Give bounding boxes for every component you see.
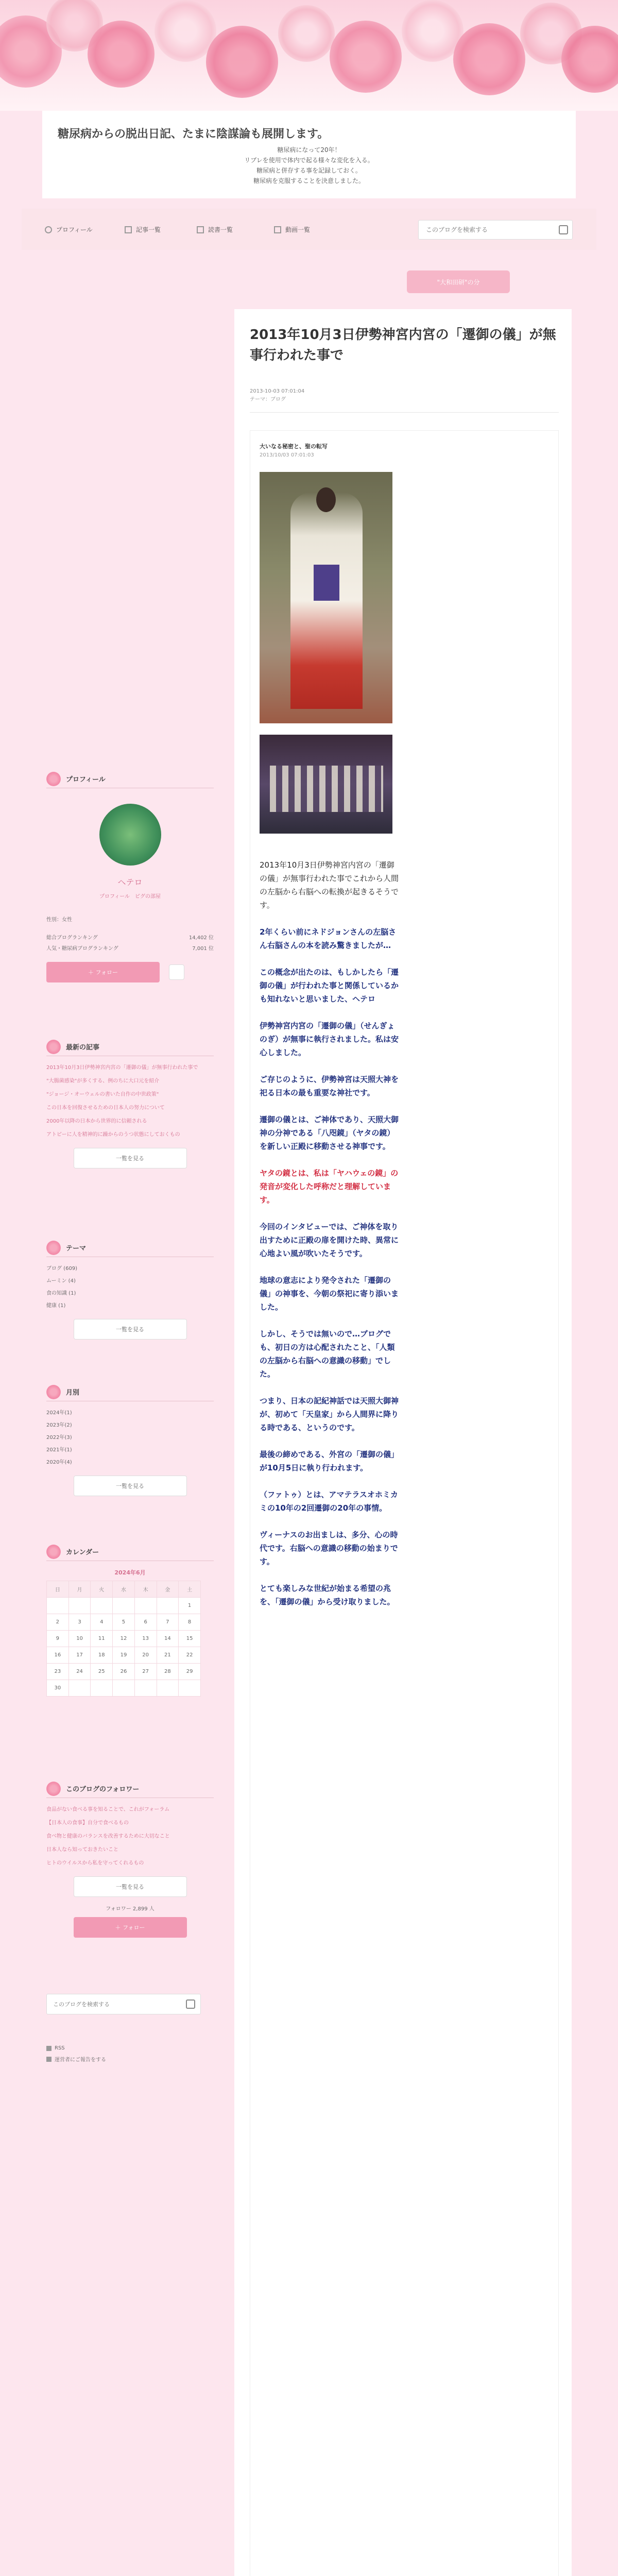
ranking-row (46, 944, 214, 952)
theme-link[interactable]: 食の知識 (1) (46, 1291, 76, 1296)
flower-icon (46, 1545, 61, 1559)
calendar-week (47, 1614, 201, 1631)
calendar-day: 18 (91, 1647, 113, 1664)
calendar-day: 3 (68, 1614, 91, 1631)
quote-date: 2013/10/03 07:01:03 (260, 452, 314, 458)
quote-subtitle[interactable]: 大いなる秘密と、聖の転写 (260, 443, 328, 450)
follower-blog-link[interactable]: ヒトのウイルスから私を守ってくれるもの (46, 1860, 144, 1866)
calendar-week (47, 1647, 201, 1664)
calendar-day-head: 土 (179, 1581, 201, 1598)
calendar-day (113, 1680, 135, 1697)
nav-books[interactable] (197, 225, 233, 234)
calendar-day: 8 (179, 1614, 201, 1631)
floral-header-banner (0, 0, 618, 111)
calendar-day: 4 (91, 1614, 113, 1631)
calendar-day: 22 (179, 1647, 201, 1664)
recent-widget-title (46, 1041, 214, 1056)
global-nav (22, 209, 596, 250)
archive-link[interactable]: 2021年(1) (46, 1447, 72, 1453)
calendar-grid (46, 1581, 201, 1697)
recent-post-link[interactable]: アトピーに人を精神的に躁からのうつ状態にしておくもの (46, 1132, 180, 1138)
archive-widget-title (46, 1386, 214, 1401)
archive-widget-title-label: 月別 (66, 1389, 80, 1397)
calendar-day: 6 (134, 1614, 157, 1631)
nav-books-label: 読書一覧 (208, 226, 233, 233)
blog-description (42, 145, 576, 186)
blog-header (42, 111, 576, 198)
recent-post-link[interactable]: 2013年10月3日伊勢神宮内宮の「遷御の儀」が無事行われた事で (46, 1065, 198, 1071)
calendar-month: 2024年6月 (114, 1569, 146, 1576)
calendar-day (91, 1680, 113, 1697)
post-theme[interactable]: テーマ：ブログ (250, 397, 286, 402)
post-paragraph: （ファトゥ）とは、アマテラスオホミカミの10年の2回遷御の20年の事情。 (260, 1490, 398, 1513)
nav-profile[interactable] (45, 225, 93, 234)
profile-widget-title-label: プロフィール (66, 776, 106, 784)
calendar-day-head: 金 (157, 1581, 179, 1598)
profile-links[interactable]: プロフィール ピグの部屋 (99, 894, 161, 900)
rank-label[interactable]: 人気・糖尿病ブログランキング (46, 946, 118, 952)
nav-profile-label: プロフィール (56, 226, 93, 233)
calendar-day: 12 (113, 1631, 135, 1647)
recent-more-button[interactable]: 一覧を見る (74, 1148, 187, 1168)
theme-widget (46, 1242, 214, 1340)
sidebar-search-input[interactable] (47, 1994, 176, 2014)
post-paragraph: 2年くらい前にネドジョンさんの左脳さん右脳さんの本を読み驚きましたが… (260, 927, 397, 950)
calendar-day: 20 (134, 1647, 157, 1664)
calendar-week (47, 1598, 201, 1614)
post-paragraph: この概念が出たのは、もしかしたら「遷御の儀」が行われた事と関係しているかも知れないと思いました、ヘテロ (260, 968, 399, 1004)
calendar-day: 5 (113, 1614, 135, 1631)
sidebar-search (46, 1994, 214, 2063)
post-paragraph: つまり、日本の記紀神話では天照大御神が、初めて「天皇家」から人間界に降りる時である、というのです。 (260, 1396, 399, 1432)
calendar-day (91, 1598, 113, 1614)
follower-blog-link[interactable]: 【日本人の食事】自分で食べるもの (46, 1820, 129, 1826)
blog-description-line: 糖尿病になって20年！ (277, 146, 341, 154)
post-paragraph: ヤタの鏡とは、私は「ヤハウェの鏡」の発音が変化した呼称だと理解しています。 (260, 1168, 399, 1205)
calendar-day-head: 月 (68, 1581, 91, 1598)
video-icon (274, 226, 281, 233)
post-meta (250, 387, 304, 404)
calendar-day: 14 (157, 1631, 179, 1647)
post-paragraph: とても楽しみな世紀が始まる希望の兆を、「遷御の儀」から受け取りました。 (260, 1584, 395, 1606)
follow-button[interactable]: ＋ フォロー (74, 1917, 187, 1938)
calendar-head-row (47, 1581, 201, 1598)
calendar-day (47, 1598, 69, 1614)
calendar-day (157, 1598, 179, 1614)
theme-link[interactable]: ブログ (609) (46, 1266, 78, 1272)
calendar-day: 29 (179, 1664, 201, 1680)
calendar-day-head: 火 (91, 1581, 113, 1598)
follower-blog-link[interactable]: 食品がない食べる事を知ることで、これがフォーラム (46, 1807, 170, 1812)
calendar-day (179, 1680, 201, 1697)
procession-photo[interactable] (260, 735, 392, 834)
ceremony-photo[interactable] (260, 472, 392, 723)
post-title[interactable]: 2013年10月3日伊勢神宮内宮の「遷御の儀」が無事行われた事で (250, 327, 556, 363)
theme-widget-title-label: テーマ (66, 1245, 87, 1252)
nav-videos[interactable] (274, 225, 310, 234)
flower-icon (46, 1040, 61, 1054)
calendar-day: 13 (134, 1631, 157, 1647)
reblog-quote-box (250, 430, 559, 2576)
ranking-row (46, 933, 214, 941)
main-article (234, 309, 572, 2576)
nav-videos-label: 動画一覧 (285, 226, 311, 233)
calendar-day: 7 (157, 1614, 179, 1631)
profile-name[interactable]: ヘテロ (117, 877, 143, 887)
calendar-day-head: 日 (47, 1581, 69, 1598)
header-search-input[interactable] (419, 221, 547, 239)
calendar-day: 15 (179, 1631, 201, 1647)
calendar-day: 24 (68, 1664, 91, 1680)
calendar-day: 25 (91, 1664, 113, 1680)
recent-posts-widget (46, 1041, 214, 1168)
theme-more-button[interactable]: 一覧を見る (74, 1319, 187, 1340)
calendar-day-head: 木 (134, 1581, 157, 1598)
theme-link[interactable]: 健康 (1) (46, 1303, 66, 1309)
calendar-day: 26 (113, 1664, 135, 1680)
avatar[interactable] (99, 804, 161, 866)
archive-link[interactable]: 2022年(3) (46, 1435, 72, 1440)
follow-row (46, 962, 214, 982)
calendar-day: 30 (47, 1680, 69, 1697)
rank-value: 14,402 位 (188, 935, 214, 941)
archive-link[interactable]: 2023年(2) (46, 1422, 72, 1428)
recent-post-link[interactable]: この日本を回復させるための日本人の努力について (46, 1105, 165, 1111)
post-paragraph: 遷御の儀とは、ご神体であり、天照大御神の分神である「八咫鏡」（ヤタの鏡）を新しい正殿に移動させる神事です。 (260, 1115, 399, 1151)
blog-title[interactable]: 糖尿病からの脱出日記、たまに陰謀論も展開します。 (58, 128, 329, 141)
profile-gender: 性別：女性 (46, 917, 72, 923)
calendar-day: 27 (134, 1664, 157, 1680)
header-search (418, 220, 573, 240)
archive-link[interactable]: 2020年(4) (46, 1460, 72, 1465)
follower-blog-link[interactable]: 食べ物と健康のバランスを改善するために大切なこと (46, 1834, 170, 1839)
calendar-day: 16 (47, 1647, 69, 1664)
theme-link[interactable]: ムーミン (4) (46, 1278, 76, 1284)
followers-widget (46, 1783, 214, 1938)
post-date: 2013-10-03 07:01:04 (250, 388, 305, 394)
calendar-day (134, 1598, 157, 1614)
calendar-widget-title (46, 1546, 214, 1561)
calendar-day (68, 1680, 91, 1697)
bookmark-button[interactable] (407, 270, 510, 293)
rss-link[interactable] (46, 2045, 214, 2051)
calendar-day: 19 (113, 1647, 135, 1664)
book-icon (197, 226, 204, 233)
calendar-day (68, 1598, 91, 1614)
blog-description-line: リブレを使用で体内で起る様々な変化を入る。 (244, 157, 374, 164)
calendar-week (47, 1631, 201, 1647)
post-paragraph: ヴィーナスのお出ましは、多分、心の時代です。右脳への意識の移動の始まりです。 (260, 1530, 398, 1566)
follow-button[interactable]: ＋ フォロー (46, 962, 160, 982)
rank-label[interactable]: 総合ブログランキング (46, 935, 98, 941)
recent-post-link[interactable]: 2000年以降の日本から世界的に信頼される (46, 1118, 147, 1124)
calendar-day (157, 1680, 179, 1697)
document-icon (125, 226, 132, 233)
calendar-day (134, 1680, 157, 1697)
flower-icon (46, 1782, 61, 1796)
profile-widget-title (46, 773, 214, 788)
calendar-day: 17 (68, 1647, 91, 1664)
calendar-day (113, 1598, 135, 1614)
followers-more-button[interactable]: 一覧を見る (74, 1876, 187, 1897)
post-paragraph: ご存じのように、伊勢神宮は天照大神を祀る日本の最も重要な神社です。 (260, 1075, 399, 1097)
rank-value: 7,001 位 (192, 946, 214, 952)
blog-description-line: 糖尿病と併存する事を記録しておく。 (256, 167, 362, 174)
post-paragraph: しかし、そうでは無いので…ブログでも、初日の方は心配されたこと、「人類の左脳から右脳への意識の移動」でした。 (260, 1329, 395, 1379)
calendar-day: 21 (157, 1647, 179, 1664)
archive-link[interactable]: 2024年(1) (46, 1410, 72, 1416)
calendar-week (47, 1664, 201, 1680)
follower-blog-link[interactable]: 日本人なら知っておきたいこと (46, 1847, 118, 1853)
calendar-day: 2 (47, 1614, 69, 1631)
calendar-day: 9 (47, 1631, 69, 1647)
post-paragraph: 今回のインタビューでは、ご神体を取り出すために正殿の扉を開けた時、異常に心地よい風が吹いたそうです。 (260, 1222, 399, 1258)
sidebar-search-box (46, 1994, 201, 2014)
flower-icon (46, 1241, 61, 1255)
search-icon[interactable] (186, 1999, 195, 2009)
calendar-day: 10 (68, 1631, 91, 1647)
dropdown-icon[interactable] (169, 964, 184, 980)
post-paragraph: 2013年10月3日伊勢神宮内宮の「遷御の儀」が無事行われた事でこれから人間の左脳から右脳への転換が起きるそうです。 (260, 860, 399, 910)
report-label: 運営者にご報告をする (55, 2057, 106, 2063)
rss-icon (46, 2046, 52, 2051)
bookmark-button-label: "大和田研"の分 (437, 278, 480, 286)
report-link[interactable] (46, 2055, 214, 2063)
archive-more-button[interactable]: 一覧を見る (74, 1476, 187, 1496)
calendar-day: 28 (157, 1664, 179, 1680)
report-icon (46, 2057, 52, 2062)
recent-widget-title-label: 最新の記事 (66, 1044, 100, 1052)
calendar-day: 23 (47, 1664, 69, 1680)
flower-icon (46, 772, 61, 786)
post-paragraph: 最後の締めである、外宮の「遷御の儀」が10月5日に執り行われます。 (260, 1450, 399, 1472)
nav-articles-label: 記事一覧 (136, 226, 161, 233)
post-paragraph: 地球の意志により発令された「遷御の儀」の神事を、今朝の祭祀に寄り添いました。 (260, 1276, 399, 1312)
post-body (260, 858, 399, 1622)
recent-post-link[interactable]: "ジョージ・オーウェルの書いた自作の中世政策" (46, 1092, 159, 1097)
follower-count[interactable]: フォロワー 2,899 人 (106, 1906, 154, 1912)
calendar-day: 11 (91, 1631, 113, 1647)
blog-description-line: 糖尿病を克服することを決意しました。 (253, 177, 365, 184)
archive-widget (46, 1386, 214, 1496)
calendar-widget-title-label: カレンダー (66, 1549, 99, 1556)
divider (250, 412, 559, 413)
person-icon (45, 226, 52, 233)
profile-widget (46, 773, 214, 982)
calendar-week (47, 1680, 201, 1697)
nav-articles[interactable] (125, 225, 161, 234)
theme-widget-title (46, 1242, 214, 1257)
calendar-widget (46, 1546, 214, 1697)
calendar-day-head: 水 (113, 1581, 135, 1598)
flower-icon (46, 1385, 61, 1399)
recent-post-link[interactable]: "大腸菌感染"が多くする、例のちに大口元を紹介 (46, 1078, 160, 1084)
search-icon[interactable] (559, 225, 568, 234)
calendar-day: 1 (179, 1598, 201, 1614)
followers-widget-title (46, 1783, 214, 1798)
rss-label: RSS (55, 2045, 65, 2051)
followers-widget-title-label: このブログのフォロワー (66, 1786, 140, 1793)
post-paragraph: 伊勢神宮内宮の「遷御の儀」（せんぎょのぎ）が無事に執行されました。私は安心しました。 (260, 1021, 399, 1057)
